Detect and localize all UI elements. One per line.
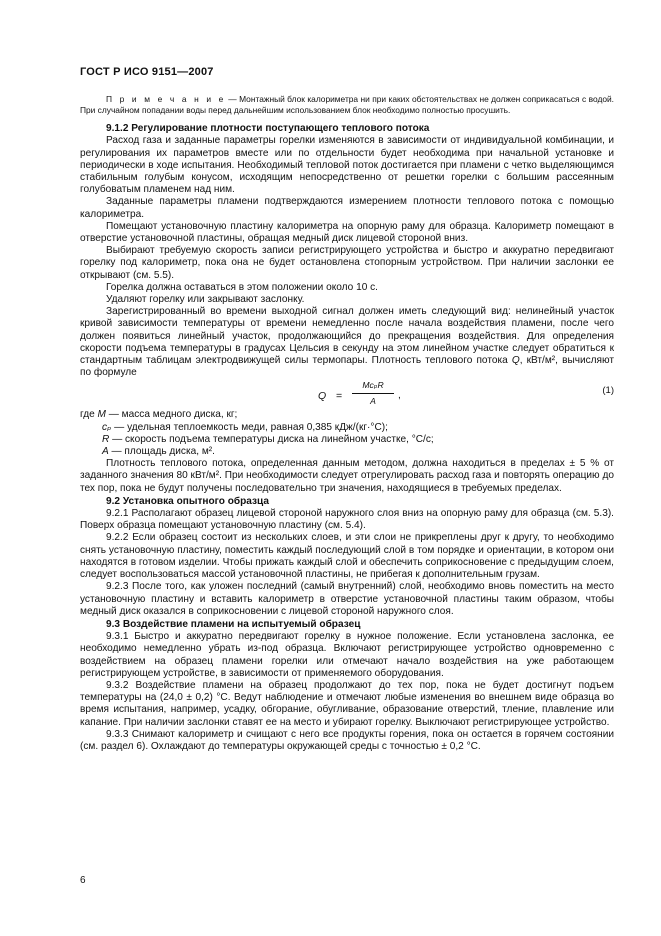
paragraph: Плотность теплового потока, определенная данным методом, должна находиться в пределах ± 5 % от заданного значения 80 кВт/м². При необходимости следует отрегулировать расход газа и повторять операцию до тех пор, пока не будут получены последовательно три значения, находящиеся в требуемых пределах.: [80, 458, 614, 494]
section-heading-9-1-2: 9.1.2 Регулирование плотности поступающего теплового потока: [106, 123, 430, 135]
where-text: — площадь диска, м².: [108, 446, 215, 458]
paragraph: Горелка должна оставаться в этом положении около 10 с.: [106, 281, 378, 293]
note-paragraph: [80, 94, 614, 115]
section-heading-9-3: 9.3 Воздействие пламени на испытуемый образец: [106, 618, 361, 630]
paragraph: Заданные параметры пламени подтверждаются измерением плотности теплового потока с помощью калориметра.: [80, 196, 614, 220]
where-line: [80, 409, 614, 421]
paragraph: 9.2.1 Располагают образец лицевой стороной наружного слоя вниз на опорную раму для образца (см. 5.3). Поверх образца помещают установочную пластину (см. 5.4).: [80, 508, 614, 532]
document-body: [80, 94, 614, 753]
paragraph: 9.2.3 После того, как уложен последний (самый внутренний) слой, необходимо вновь поместить на место установочную пластину и вставить калориметр в отверстие установочной пластины таким образом, чтобы медный диск оказался в соприкосновении с лицевой стороной наружного слоя.: [80, 581, 614, 617]
note-text: — Монтажный блок калориметра ни при каких обстоятельствах не должен соприкасаться с водой. При случайном попадании воды перед дальнейшим использованием блок необходимо полностью просушить.: [80, 94, 614, 115]
paragraph: Помещают установочную пластину калориметра на опорную раму для образца. Калориметр помещают в отверстие установочной пластины, обращая медный диск лицевой стороной вниз.: [80, 220, 614, 245]
page-number: 6: [80, 875, 86, 886]
where-text: — удельная теплоемкость меди, равная 0,385 кДж/(кг·°С);: [111, 421, 388, 433]
note-label: П р и м е ч а н и е: [106, 94, 226, 104]
paragraph: Удаляют горелку или закрывают заслонку.: [106, 294, 305, 306]
paragraph: Расход газа и заданные параметры горелки изменяются в зависимости от индивидуальной комбинации, и регулирования их параметров вместе или по отдельности будет необходима при начальной установке и периодически в ходе испытания. Необходимый тепловой поток достигается при пламени с четко выделяющимся стабильным голубым конусом, исходящим непосредственно от решетки горелки с большим рассеянным голубоватым пламенем над ним.: [80, 135, 614, 196]
formula-denominator: A: [370, 395, 376, 406]
formula-numerator: McₚR: [352, 379, 394, 393]
formula-comma: ,: [398, 390, 401, 402]
where-symbol: R: [102, 433, 110, 445]
paragraph: 9.3.1 Быстро и аккуратно передвигают горелку в нужное положение. Если установлена заслонка, ее необходимо немедленно убрать из-под образца. Включают регистрирующее устройство одновременно с воздействием на образец пламени горелки или отмечают начало воздействия на уже работающем регистрирующем устройстве, в зависимости от применяемого оборудования.: [80, 631, 614, 679]
where-intro: где: [80, 409, 98, 421]
formula-equals: =: [336, 390, 343, 403]
where-symbol: M: [97, 409, 106, 421]
formula-number: (1): [602, 385, 614, 397]
where-line: [80, 434, 614, 446]
where-line: [80, 422, 614, 434]
document-header: ГОСТ Р ИСО 9151—2007: [80, 66, 214, 78]
paragraph: Выбирают требуемую скорость записи регистрирующего устройства и быстро и аккуратно передвигают горелку под калориметр, пока она не будет остановлена стопорным устройством. При наличии заслонки ее открывают (см. 5.5).: [80, 245, 614, 281]
where-text: — масса медного диска, кг;: [105, 409, 238, 421]
where-symbol: A: [102, 446, 109, 458]
where-symbol: cₚ: [102, 421, 112, 433]
paragraph-text: , кВт/м², вычисляют по формуле: [80, 355, 614, 379]
where-line: [80, 446, 614, 458]
paragraph: 9.3.3 Снимают калориметр и счищают с него все продукты горения, пока он остается в горячем состоянии (см. раздел 6). Охлаждают до температуры окружающей среды с точностью ± 0,2 °С.: [80, 728, 614, 752]
paragraph: [80, 306, 614, 379]
formula-lhs: Q: [318, 390, 327, 403]
paragraph-text: Зарегистрированный во времени выходной сигнал должен иметь следующий вид: нелинейный участок кривой зависимости температуры от времени немедленно после начала воздействия пламени, после чего должен появиться линейный участок, продолжающийся до прекращения воздействия. Для определения скорости подъема температуры в градусах Цельсия в секунду на этом линейном участке следует обратиться к стандартным таблицам электродвижущей силы термопары. Плотность теплового потока: [80, 306, 614, 367]
formula-fraction: [352, 379, 394, 406]
paragraph: 9.3.2 Воздействие пламени на образец продолжают до тех пор, пока не будет достигнут подъем температуры на (24,0 ± 0,2) °С. Ведут наблюдение и отмечают любые изменения во внешнем виде образца во время испытания, например, усадку, обгорание, обугливание, образование отверстий, тление, плавление или капание. При наличии заслонки ставят ее на место и убирают горелку. Выключают регистрирующее устройство.: [80, 679, 614, 728]
where-text: — скорость подъема температуры диска на линейном участке, °С/с;: [109, 433, 434, 445]
paragraph: 9.2.2 Если образец состоит из нескольких слоев, и эти слои не прикреплены друг к другу, то необходимо снять установочную пластину, поместить каждый последующий слой в том порядке и ориентации, в котором они находятся в готовом изделии. Чтобы прижать каждый слой и обеспечить соприкосновение с предыдущим слоем, следует воспользоваться массой установочной пластины, не прибегая к дополнительным грузам.: [80, 532, 614, 581]
symbol-q: Q: [511, 355, 520, 367]
section-heading-9-2: 9.2 Установка опытного образца: [106, 495, 269, 507]
formula-1: [80, 379, 614, 409]
